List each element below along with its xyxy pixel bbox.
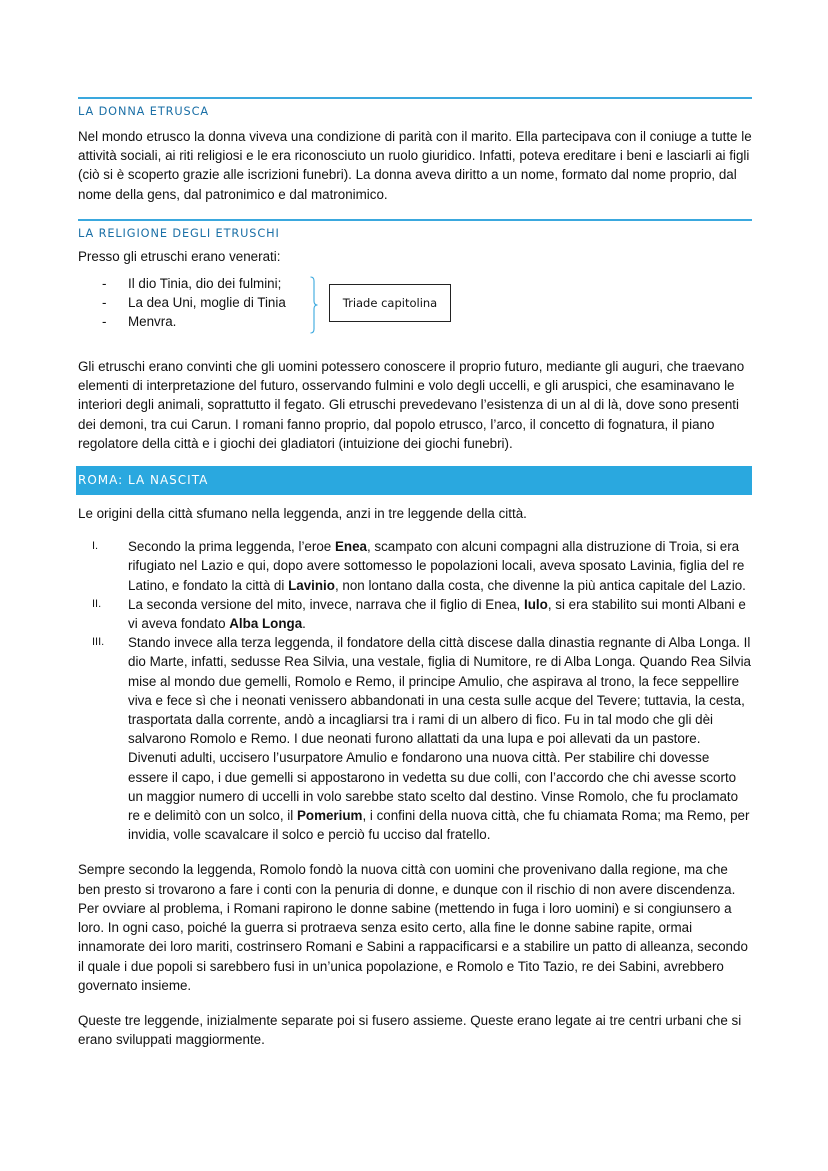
paragraph-conclusione: Queste tre leggende, inizialmente separate poi si fusero assieme. Queste erano legate ai tre centri urbani che si erano sviluppati maggiormente. <box>78 1012 742 1048</box>
paragraph-religione-intro: Presso gli etruschi erano venerati: <box>78 248 281 264</box>
roman-numeral: I. <box>92 540 99 553</box>
list-item: III. Stando invece alla terza leggenda, il fondatore della città discese dalla dinastia regnante di Alba Longa. Il dio Marte, infatti, sedusse Rea Silvia, una vestale, figlia di Numitore, re di Alba Longa. Quando Rea Silvia mise al mondo due gemelli, Romolo e Remo, il principe Amulio, che aspirava al trono, la fece seppellire viva e fece sì che i neonati venissero abbandonati in una cesta sulle acque del Tevere; tuttavia, la cesta, trasportata dalla corrente, andò a incagliarsi tra i rami di un albero di fico. Fu in tal modo che gli dèi salvarono Romolo e Remo. I due neonati furono allattati da una lupa e poi allevati da un pastore. Divenuti adulti, uccisero l’usurpatore Amulio e fondarono una nuova città. Per stabilire chi dovesse essere il capo, i due gemelli si appostarono in vedetta su due colli, con l’accordo che chi avesse scorto un maggior numero di uccelli in volo sarebbe stato scelto dal destino. Vinse Romolo, che fu proclamato re e delimitò con un solco, il Pomerium, i confini della nuova città, che fu chiamata Roma; ma Remo, per invidia, volle scavalcare il solco e perciò fu ucciso dal fratello. <box>92 635 752 843</box>
document-page <box>78 97 752 1049</box>
section-heading-donna: LA DONNA ETRUSCA <box>78 97 752 118</box>
paragraph-roma-intro: Le origini della città sfumano nella leggenda, anzi in tre leggende della città. <box>78 506 527 522</box>
paragraph-donna: Nel mondo etrusco la donna viveva una condizione di parità con il marito. Ella partecipava con il coniuge a tutte le attività sociali, ai riti religiosi e le era riconosciuto un ruolo giuridico. Infatti, poteva ereditare i beni e lasciarli ai figli (ciò si è scoperto grazie alle iscrizioni funebri). La donna aveva diritto a un nome, formato dal nome proprio, dal nome della gens, dal patronimico e dal matronimico. <box>78 129 752 202</box>
roman-numeral: III. <box>92 636 105 649</box>
list-item: - Menvra. <box>78 312 752 331</box>
roman-numeral: II. <box>92 597 102 610</box>
list-item: - La dea Uni, moglie di Tinia <box>78 293 752 312</box>
triad-label-box: Triade capitolina <box>329 284 451 322</box>
legend-list <box>78 537 752 844</box>
list-item: I. Secondo la prima leggenda, l’eroe Enea, scampato con alcuni compagni alla distruzione di Troia, si era rifugiato nel Lazio e qui, dopo avere sottomesso le popolazioni locali, aveva sposato Lavinia, figlia del re Latino, e fondato la città di Lavinio, non lontano dalla costa, che divenne la più antica capitale del Lazio. <box>92 539 746 593</box>
right-brace-icon <box>310 276 318 334</box>
section-heading-religione: LA RELIGIONE DEGLI ETRUSCHI <box>78 219 752 240</box>
bullet-dash: - <box>102 295 107 311</box>
bullet-dash: - <box>102 276 107 292</box>
paragraph-sabine: Sempre secondo la leggenda, Romolo fondò la nuova città con uomini che provenivano dalla regione, ma che ben presto si trovarono a fare i conti con la penuria di donne, e dunque con il rischio di non avere discendenza. Per ovviare al problema, i Romani rapirono le donne sabine (mettendo in fuga i loro uomini) e si congiunsero a loro. In ogni caso, poiché la guerra si protraeva senza esito certo, alla fine le donne sabine rapite, ormai innamorate dei loro mariti, costrinsero Romani e Sabini a rappacificarsi e a stabilire un patto di alleanza, secondo il quale i due popoli si sarebbero fusi in un’unica popolazione, e Romolo e Tito Tazio, re dei Sabini, avrebbero governato insieme. <box>78 862 748 993</box>
deity-list-block <box>78 274 752 338</box>
section-heading-roma: ROMA: LA NASCITA <box>76 466 752 495</box>
bullet-dash: - <box>102 314 107 330</box>
list-item: II. La seconda versione del mito, invece, narrava che il figlio di Enea, Iulo, si era stabilito sui monti Albani e vi aveva fondato Alba Longa. <box>92 596 746 632</box>
paragraph-etruschi: Gli etruschi erano convinti che gli uomini potessero conoscere il proprio futuro, mediante gli auguri, che traevano elementi di interpretazione del futuro, osservando fulmini e volo degli uccelli, e gli aruspici, che esaminavano le interiori degli animali, soprattutto il fegato. Gli etruschi prevedevano l’esistenza di un al di là, dove sono presenti dei demoni, tra cui Carun. I romani fanno proprio, dal popolo etrusco, l’arco, il concetto di fognatura, il piano regolatore della città e i giochi dei gladiatori (intuizione dei giochi funebri). <box>78 359 745 451</box>
list-item: - Il dio Tinia, dio dei fulmini; <box>78 274 752 293</box>
